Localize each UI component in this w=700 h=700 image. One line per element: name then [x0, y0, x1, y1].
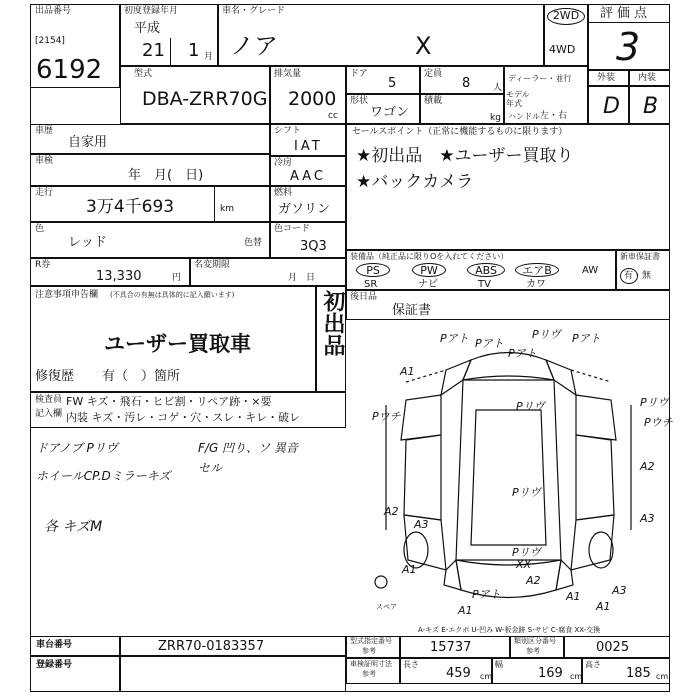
lot-label: 出品番号 [35, 6, 72, 16]
color-label: 色 [35, 224, 45, 234]
registration-label: 登録番号 [36, 660, 73, 670]
dims-height-label: 高さ [585, 660, 601, 669]
capacity-label: 定員 [424, 69, 443, 79]
fuel-value: ガソリン [278, 202, 331, 217]
chassis-label: 車台番号 [36, 640, 73, 650]
capacity-value: 8 [462, 76, 471, 91]
repair-value: 有（ ）箇所 [102, 369, 181, 384]
score-value: 3 [616, 25, 641, 69]
guarantee-value: 有・無 [624, 271, 652, 281]
dmg-24: A3 [612, 584, 627, 597]
designation-value: 15737 [430, 640, 472, 655]
sales-line1: ★初出品 ★ユーザー買取り [356, 146, 574, 166]
int-label: 内装 [638, 73, 657, 83]
inspector-label1: 検査員 [35, 395, 63, 405]
shape-value: ワゴン [370, 105, 410, 120]
capacity-unit: 人 [493, 83, 503, 93]
hand-note-3: F/G 凹り、ソ 異音 [198, 441, 298, 455]
recycle-value: 13,330 [96, 269, 142, 284]
shift-value: IAT [294, 139, 323, 154]
sales-label: セールスポイント（正常に機能するものに限ります） [352, 127, 568, 137]
load-unit: kg [490, 113, 501, 123]
dmg-14: A3 [414, 518, 429, 531]
equip-sr: SR [364, 279, 378, 290]
notes-body: ユーザー買取車 [104, 332, 251, 356]
dmg-23: A1 [596, 600, 611, 613]
dmg-6: A1 [400, 365, 415, 378]
reg-month: 1 [188, 40, 200, 61]
score-label: 評価点 [600, 6, 652, 21]
equip-navi: ナビ [418, 279, 438, 290]
dmg-9: Pリヴ [640, 396, 669, 409]
reg-label: 初度登録年月 [124, 6, 179, 16]
dmg-21: A1 [566, 590, 581, 603]
dmg-20: Pアト [472, 588, 501, 601]
dmg-2: Pアト [475, 337, 504, 350]
disp-unit: cc [328, 111, 338, 121]
dealer-model-year: モデル 年式 [506, 90, 530, 108]
hand-note-5: 各 キズM [44, 519, 103, 535]
sales-line2: ★バックカメラ [356, 172, 474, 192]
reg-month-unit: 月 [204, 52, 214, 62]
damage-legend: A-キズ E-エクボ U-凹み W-板金跡 S-サビ C-腐食 XX-交換 [418, 626, 601, 634]
dims-length-unit: cm [480, 672, 493, 681]
notes-label: 注意事項申告欄 [35, 290, 99, 300]
inspection-text: 年 月( 日) [128, 168, 204, 183]
doors-value: 5 [388, 76, 397, 91]
notes-sub: (不具合の有無は具体的に記入願います) [110, 291, 235, 299]
model-value: DBA-ZRR70G [142, 88, 268, 110]
dmg-3: Pリヴ [532, 328, 561, 341]
inspector-label2: 記入欄 [35, 409, 63, 419]
car-grade: X [415, 32, 432, 60]
load-label: 積載 [424, 96, 443, 106]
dmg-10: Pウチ [644, 416, 673, 429]
category-label: 類別区分番号 [514, 637, 556, 645]
dims-height: 185 [626, 666, 651, 681]
hand-note-1: ドアノブ Pリヴ [36, 441, 118, 455]
repair-label: 修復歴 [35, 369, 75, 384]
inspection-label: 車検 [35, 156, 54, 166]
dmg-16: Pリヴ [512, 546, 541, 559]
dmg-22: A1 [458, 604, 473, 617]
color-repaint: 色替 [244, 238, 263, 248]
auto-tax-text: 月 日 [288, 273, 316, 283]
dims-length: 459 [446, 666, 471, 681]
model-label: 型式 [134, 69, 153, 79]
ac-value: AAC [290, 169, 326, 184]
doors-label: ドア [350, 69, 368, 79]
dmg-18: XX [516, 558, 532, 571]
equip-airbag: エアB [515, 263, 559, 277]
equip-ps: PS [356, 263, 390, 277]
dims-width-label: 幅 [495, 660, 503, 669]
hand-note-2: ホイールCP.Dミラーキズ [36, 469, 171, 483]
dmg-17: A1 [402, 563, 417, 576]
guarantee-label: 新車保証書 [620, 252, 660, 261]
spare-label: スペア [376, 603, 397, 611]
chassis-value: ZRR70-0183357 [158, 639, 265, 654]
dealer-handle-opts: 左・右 [540, 111, 568, 121]
category-value: 0025 [596, 640, 630, 655]
usage-value: 自家用 [68, 135, 108, 150]
ext-label: 外装 [597, 73, 616, 83]
after-label: 後日品 [350, 292, 378, 302]
dmg-7: Pリヴ [516, 400, 545, 413]
car-name: ノア [230, 32, 278, 60]
equip-abs: ABS [467, 263, 505, 277]
reg-era: 平成 [134, 21, 161, 36]
dmg-5: Pアト [508, 347, 537, 360]
hand-note-4: セル [198, 461, 223, 475]
designation-sub: 参考 [362, 647, 376, 655]
mileage-value: 3万4千693 [86, 197, 175, 217]
designation-label: 型式指定番号 [350, 637, 392, 645]
reg-year: 21 [142, 40, 165, 61]
category-sub: 参考 [526, 647, 540, 655]
dealer-handle: ハンドル [508, 112, 540, 121]
dmg-12: Pリヴ [512, 486, 541, 499]
disp-label: 排気量 [274, 69, 302, 79]
auto-tax-label: 名変期限 [194, 260, 231, 270]
dims-length-label: 長さ [403, 660, 419, 669]
dims-height-unit: cm [656, 672, 669, 681]
dmg-8: Pウチ [372, 410, 401, 423]
dmg-13: A2 [384, 505, 399, 518]
recycle-label: R券 [35, 260, 51, 270]
fuel-label: 燃料 [274, 188, 293, 198]
disp-value: 2000 [288, 88, 337, 110]
dmg-1: Pアト [440, 332, 469, 345]
inspector-row1: FW キズ・飛石・ヒビ割・リペア跡・×要 [66, 395, 272, 408]
recycle-unit: 円 [172, 273, 182, 283]
shape-label: 形状 [350, 96, 369, 106]
dmg-15: A3 [640, 512, 655, 525]
mileage-label: 走行 [35, 188, 54, 198]
color-value: レッド [68, 235, 107, 250]
equip-leather: カワ [526, 279, 546, 290]
lot-code: [2154] [35, 36, 65, 46]
equip-aw: AW [582, 265, 599, 276]
dmg-4: Pアト [572, 332, 601, 345]
dmg-19: A2 [526, 574, 541, 587]
equip-pw: PW [412, 263, 446, 277]
shift-label: シフト [274, 126, 302, 136]
equip-tv: TV [478, 279, 491, 290]
dims-sub: 参考 [362, 670, 376, 678]
int-value: B [643, 94, 659, 119]
after-value: 保証書 [392, 303, 432, 318]
dims-width-unit: cm [570, 672, 583, 681]
inspector-row2: 内装 キズ・汚レ・コゲ・穴・スレ・キレ・破レ [66, 411, 301, 424]
drive-selected: 2WD [547, 8, 585, 25]
dims-label: 車検証明寸法 [350, 660, 392, 668]
lot-number: 6192 [36, 55, 103, 85]
mileage-unit: km [220, 204, 234, 214]
color-code-value: 3Q3 [300, 239, 327, 254]
drive-other: 4WD [549, 43, 576, 56]
dims-width: 169 [538, 666, 563, 681]
first-listing-mark: 初出品 [320, 290, 345, 356]
dealer-label: ディーラー・並行 [508, 74, 572, 83]
car-label: 車名・グレード [222, 6, 286, 16]
ext-value: D [603, 94, 620, 119]
dmg-11: A2 [640, 460, 655, 473]
usage-label: 車歴 [35, 126, 54, 136]
car-damage-diagram [346, 320, 670, 620]
ac-label: 冷房 [274, 158, 293, 168]
equip-label: 装備品（純正品に限りOを入れてください） [350, 252, 509, 261]
color-code-label: 色コード [274, 224, 311, 234]
